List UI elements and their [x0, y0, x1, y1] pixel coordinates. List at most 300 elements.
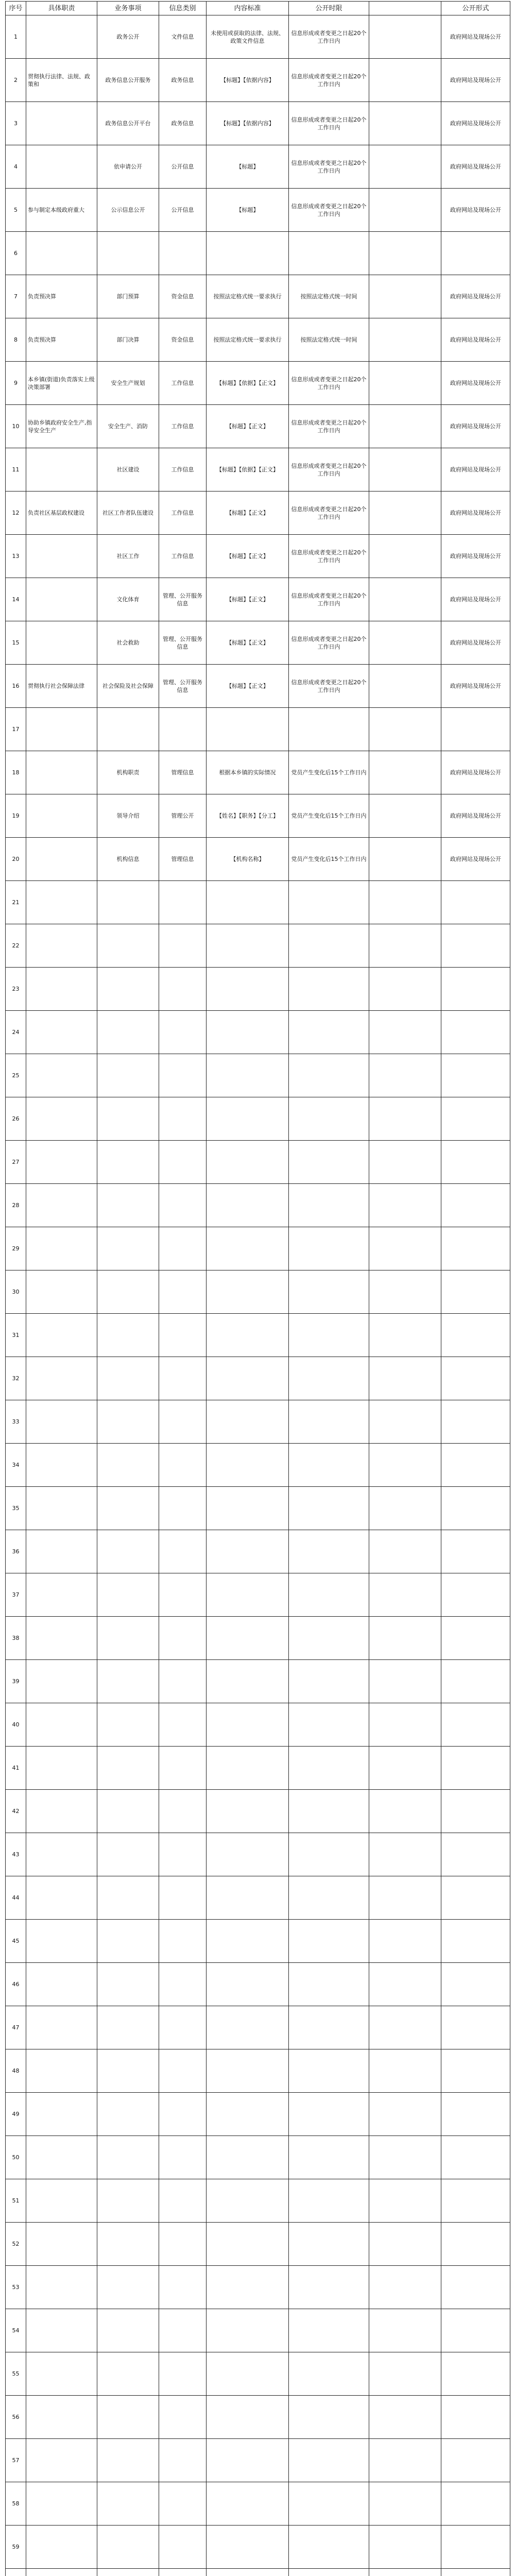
cell-form [441, 1314, 510, 1357]
cell-basis [289, 1097, 369, 1141]
cell-item: 社会保险及社会保障 [97, 665, 159, 708]
cell-time [369, 15, 441, 59]
cell-basis [289, 2569, 369, 2576]
table-row [6, 2309, 510, 2352]
cell-duty [26, 621, 97, 665]
cell-type [159, 1487, 207, 1530]
cell-form [441, 1011, 510, 1054]
cell-form [441, 881, 510, 924]
cell-type [159, 1703, 207, 1747]
cell-basis [289, 1833, 369, 1876]
header-time [369, 2, 441, 15]
cell-item [97, 1184, 159, 1227]
cell-form: 政府网站及现场公开 [441, 578, 510, 621]
table-row [6, 2396, 510, 2439]
table-row [6, 2569, 510, 2576]
cell-basis [289, 1790, 369, 1833]
cell-time [369, 1314, 441, 1357]
cell-form [441, 968, 510, 1011]
cell-type [159, 2179, 207, 2223]
header-item: 业务事项 [97, 2, 159, 15]
cell-time [369, 708, 441, 751]
cell-content [207, 2266, 289, 2309]
table-row [6, 1703, 510, 1747]
cell-duty: 负责社区基层政权建设 [26, 492, 97, 535]
cell-basis [289, 2179, 369, 2223]
header-form: 公开形式 [441, 2, 510, 15]
cell-duty [26, 1011, 97, 1054]
cell-form [441, 2266, 510, 2309]
cell-form: 政府网站及现场公开 [441, 318, 510, 362]
cell-index: 46 [6, 1963, 26, 2006]
cell-duty [26, 2179, 97, 2223]
cell-time [369, 232, 441, 275]
cell-duty [26, 1833, 97, 1876]
cell-form: 政府网站及现场公开 [441, 59, 510, 102]
table-row [6, 621, 510, 665]
cell-content: 根据本乡镇的实际情况 [207, 751, 289, 794]
cell-content [207, 1660, 289, 1703]
cell-basis [289, 1314, 369, 1357]
table-header-row [6, 2, 510, 15]
cell-type [159, 1400, 207, 1444]
cell-form [441, 2309, 510, 2352]
cell-index: 12 [6, 492, 26, 535]
cell-type [159, 708, 207, 751]
cell-type [159, 1617, 207, 1660]
cell-type [159, 2396, 207, 2439]
cell-duty [26, 1920, 97, 1963]
cell-item [97, 1357, 159, 1400]
cell-form: 政府网站及现场公开 [441, 492, 510, 535]
cell-type [159, 1054, 207, 1097]
cell-form [441, 1097, 510, 1141]
cell-content [207, 2569, 289, 2576]
cell-form: 政府网站及现场公开 [441, 405, 510, 448]
cell-content [207, 1444, 289, 1487]
cell-basis [289, 1876, 369, 1920]
cell-form [441, 1573, 510, 1617]
cell-item: 部门预算 [97, 275, 159, 318]
cell-index: 36 [6, 1530, 26, 1573]
cell-index: 14 [6, 578, 26, 621]
cell-content: 【标题】【依据内容】 [207, 59, 289, 102]
cell-index: 52 [6, 2223, 26, 2266]
cell-content [207, 2396, 289, 2439]
cell-duty [26, 2006, 97, 2049]
cell-time [369, 1963, 441, 2006]
cell-item [97, 2482, 159, 2526]
cell-form [441, 1487, 510, 1530]
cell-type [159, 2526, 207, 2569]
cell-item [97, 2179, 159, 2223]
cell-type: 文件信息 [159, 15, 207, 59]
cell-index: 41 [6, 1747, 26, 1790]
cell-item [97, 2006, 159, 2049]
table-row [6, 1790, 510, 1833]
cell-item [97, 1920, 159, 1963]
cell-time [369, 2093, 441, 2136]
table-row [6, 1833, 510, 1876]
cell-type [159, 1011, 207, 1054]
cell-content [207, 1747, 289, 1790]
cell-duty [26, 102, 97, 145]
cell-item [97, 1444, 159, 1487]
cell-content [207, 1617, 289, 1660]
cell-content [207, 1227, 289, 1270]
cell-duty: 贯彻执行社会保障法律 [26, 665, 97, 708]
cell-time [369, 1097, 441, 1141]
cell-time [369, 2223, 441, 2266]
cell-time [369, 1357, 441, 1400]
cell-basis: 信息形成或者变更之日起20个工作日内 [289, 665, 369, 708]
cell-index: 3 [6, 102, 26, 145]
cell-time [369, 1184, 441, 1227]
table-row [6, 1054, 510, 1097]
table-row [6, 1530, 510, 1573]
cell-item [97, 2093, 159, 2136]
cell-time [369, 59, 441, 102]
cell-form: 政府网站及现场公开 [441, 275, 510, 318]
cell-type: 管理信息 [159, 751, 207, 794]
table-row [6, 1876, 510, 1920]
cell-duty: 贯彻执行法律、法规、政策和 [26, 59, 97, 102]
table-row [6, 1314, 510, 1357]
cell-time [369, 1227, 441, 1270]
cell-time [369, 448, 441, 492]
cell-form [441, 1141, 510, 1184]
cell-type [159, 1660, 207, 1703]
cell-index: 2 [6, 59, 26, 102]
cell-content [207, 1963, 289, 2006]
cell-basis: 信息形成或者变更之日起20个工作日内 [289, 15, 369, 59]
cell-basis [289, 1703, 369, 1747]
cell-content [207, 1530, 289, 1573]
cell-content: 【标题】【依据】【正文】 [207, 448, 289, 492]
cell-content [207, 2049, 289, 2093]
cell-content [207, 968, 289, 1011]
table-row [6, 1573, 510, 1617]
cell-form [441, 232, 510, 275]
cell-item [97, 1747, 159, 1790]
cell-form [441, 1920, 510, 1963]
cell-item: 公示信息公开 [97, 189, 159, 232]
cell-index: 25 [6, 1054, 26, 1097]
cell-duty [26, 448, 97, 492]
cell-duty [26, 708, 97, 751]
cell-time [369, 1270, 441, 1314]
cell-type: 资金信息 [159, 275, 207, 318]
cell-basis: 信息形成或者变更之日起20个工作日内 [289, 535, 369, 578]
header-type: 信息类别 [159, 2, 207, 15]
cell-time [369, 1444, 441, 1487]
cell-basis [289, 1357, 369, 1400]
cell-form: 政府网站及现场公开 [441, 838, 510, 881]
cell-item: 社区建设 [97, 448, 159, 492]
table-row [6, 145, 510, 189]
cell-time [369, 1833, 441, 1876]
table-row [6, 1444, 510, 1487]
cell-duty [26, 1747, 97, 1790]
cell-index: 15 [6, 621, 26, 665]
cell-time [369, 1876, 441, 1920]
table-row [6, 665, 510, 708]
cell-item: 安全生产规划 [97, 362, 159, 405]
cell-index: 16 [6, 665, 26, 708]
cell-content [207, 1573, 289, 1617]
cell-duty: 负责预决算 [26, 318, 97, 362]
cell-time [369, 362, 441, 405]
cell-content: 【姓名】【职务】【分工】 [207, 794, 289, 838]
cell-duty [26, 1400, 97, 1444]
cell-type [159, 2136, 207, 2179]
cell-basis [289, 924, 369, 968]
cell-index: 24 [6, 1011, 26, 1054]
cell-content [207, 1487, 289, 1530]
cell-basis [289, 1487, 369, 1530]
cell-basis [289, 2049, 369, 2093]
cell-time [369, 968, 441, 1011]
cell-item [97, 2223, 159, 2266]
cell-basis: 信息形成或者变更之日起20个工作日内 [289, 145, 369, 189]
cell-item [97, 1011, 159, 1054]
cell-duty [26, 2136, 97, 2179]
cell-form [441, 1054, 510, 1097]
cell-index: 17 [6, 708, 26, 751]
cell-index: 28 [6, 1184, 26, 1227]
cell-duty [26, 794, 97, 838]
cell-form [441, 2396, 510, 2439]
table-row [6, 189, 510, 232]
table-row [6, 362, 510, 405]
cell-time [369, 2309, 441, 2352]
cell-item: 安全生产、消防 [97, 405, 159, 448]
cell-content: 【标题】 [207, 145, 289, 189]
cell-index: 42 [6, 1790, 26, 1833]
table-row [6, 1357, 510, 1400]
cell-type [159, 2266, 207, 2309]
cell-duty [26, 2569, 97, 2576]
cell-index: 27 [6, 1141, 26, 1184]
cell-content [207, 708, 289, 751]
cell-duty [26, 2093, 97, 2136]
cell-basis [289, 881, 369, 924]
cell-duty: 负责预决算 [26, 275, 97, 318]
cell-type [159, 1747, 207, 1790]
cell-content [207, 2526, 289, 2569]
cell-index: 31 [6, 1314, 26, 1357]
cell-type: 工作信息 [159, 448, 207, 492]
cell-duty [26, 1141, 97, 1184]
cell-type [159, 1357, 207, 1400]
header-content: 内容标准 [207, 2, 289, 15]
table-body [6, 15, 510, 2576]
cell-index: 21 [6, 881, 26, 924]
cell-duty [26, 2526, 97, 2569]
cell-form [441, 1400, 510, 1444]
cell-type [159, 1184, 207, 1227]
cell-basis [289, 1184, 369, 1227]
cell-index: 45 [6, 1920, 26, 1963]
table-row [6, 1227, 510, 1270]
cell-item: 领导介绍 [97, 794, 159, 838]
cell-index: 50 [6, 2136, 26, 2179]
table-row [6, 1487, 510, 1530]
cell-item [97, 708, 159, 751]
cell-index: 20 [6, 838, 26, 881]
cell-item [97, 1400, 159, 1444]
cell-item [97, 924, 159, 968]
cell-type [159, 1530, 207, 1573]
cell-item: 政务信息公开平台 [97, 102, 159, 145]
cell-duty [26, 2482, 97, 2526]
cell-index: 40 [6, 1703, 26, 1747]
cell-duty: 协助乡镇政府安全生产,指导安全生产 [26, 405, 97, 448]
cell-type [159, 924, 207, 968]
cell-basis: 信息形成或者变更之日起20个工作日内 [289, 448, 369, 492]
cell-type [159, 2223, 207, 2266]
cell-item [97, 1141, 159, 1184]
cell-index: 22 [6, 924, 26, 968]
cell-duty [26, 838, 97, 881]
cell-type: 政务信息 [159, 59, 207, 102]
cell-form: 政府网站及现场公开 [441, 102, 510, 145]
cell-content [207, 881, 289, 924]
cell-content [207, 924, 289, 968]
cell-form: 政府网站及现场公开 [441, 794, 510, 838]
cell-duty [26, 1573, 97, 1617]
header-idx: 序号 [6, 2, 26, 15]
cell-duty [26, 1790, 97, 1833]
cell-duty [26, 1357, 97, 1400]
cell-content: 按照法定格式统一要求执行 [207, 275, 289, 318]
cell-basis [289, 1617, 369, 1660]
cell-time [369, 1141, 441, 1184]
cell-basis: 信息形成或者变更之日起20个工作日内 [289, 578, 369, 621]
cell-type [159, 2309, 207, 2352]
cell-index: 7 [6, 275, 26, 318]
cell-index: 23 [6, 968, 26, 1011]
cell-time [369, 1790, 441, 1833]
cell-form: 政府网站及现场公开 [441, 362, 510, 405]
cell-index: 48 [6, 2049, 26, 2093]
cell-item [97, 1963, 159, 2006]
cell-content: 【标题】【依据】【正文】 [207, 362, 289, 405]
cell-basis [289, 1011, 369, 1054]
cell-content [207, 1920, 289, 1963]
cell-duty [26, 2439, 97, 2482]
cell-time [369, 1920, 441, 1963]
cell-basis [289, 1141, 369, 1184]
cell-form [441, 1790, 510, 1833]
cell-content: 【标题】【正文】 [207, 621, 289, 665]
cell-type [159, 1920, 207, 1963]
cell-index: 51 [6, 2179, 26, 2223]
cell-type [159, 1573, 207, 1617]
cell-index: 9 [6, 362, 26, 405]
table-row [6, 1660, 510, 1703]
cell-content [207, 2482, 289, 2526]
cell-duty [26, 1487, 97, 1530]
cell-item [97, 1790, 159, 1833]
cell-time [369, 2049, 441, 2093]
cell-form [441, 708, 510, 751]
cell-item [97, 232, 159, 275]
cell-content [207, 232, 289, 275]
cell-basis: 党员产生变化后15个工作日内 [289, 751, 369, 794]
table-row [6, 1270, 510, 1314]
cell-form [441, 1617, 510, 1660]
cell-form [441, 1270, 510, 1314]
table-row [6, 838, 510, 881]
cell-basis: 信息形成或者变更之日起20个工作日内 [289, 362, 369, 405]
cell-time [369, 621, 441, 665]
cell-content [207, 1357, 289, 1400]
cell-form [441, 1747, 510, 1790]
cell-duty: 参与制定本级政府重大 [26, 189, 97, 232]
cell-duty [26, 1963, 97, 2006]
cell-basis: 按照法定格式统一时间 [289, 275, 369, 318]
cell-index: 38 [6, 1617, 26, 1660]
cell-form [441, 1703, 510, 1747]
cell-index: 19 [6, 794, 26, 838]
cell-index: 54 [6, 2309, 26, 2352]
cell-duty [26, 578, 97, 621]
cell-form [441, 2179, 510, 2223]
cell-item: 机构职责 [97, 751, 159, 794]
cell-index: 57 [6, 2439, 26, 2482]
cell-index: 11 [6, 448, 26, 492]
cell-time [369, 2006, 441, 2049]
cell-type [159, 2352, 207, 2396]
table-row [6, 2526, 510, 2569]
cell-content [207, 1314, 289, 1357]
cell-type: 管理信息 [159, 838, 207, 881]
table-row [6, 2093, 510, 2136]
cell-index: 56 [6, 2396, 26, 2439]
cell-type [159, 881, 207, 924]
cell-duty [26, 2266, 97, 2309]
table-row [6, 924, 510, 968]
cell-content: 未使用或获取的法律、法规、政策文件信息 [207, 15, 289, 59]
cell-content: 【标题】 [207, 189, 289, 232]
cell-index: 44 [6, 1876, 26, 1920]
cell-index: 5 [6, 189, 26, 232]
table-row [6, 751, 510, 794]
cell-time [369, 794, 441, 838]
cell-form: 政府网站及现场公开 [441, 145, 510, 189]
cell-index: 37 [6, 1573, 26, 1617]
table-row [6, 881, 510, 924]
cell-time [369, 1660, 441, 1703]
table-row [6, 794, 510, 838]
cell-item: 依申请公开 [97, 145, 159, 189]
cell-time [369, 1011, 441, 1054]
cell-basis: 党员产生变化后15个工作日内 [289, 838, 369, 881]
cell-content: 【标题】【正文】 [207, 665, 289, 708]
cell-time [369, 1703, 441, 1747]
cell-content [207, 2223, 289, 2266]
cell-basis: 信息形成或者变更之日起20个工作日内 [289, 405, 369, 448]
cell-item [97, 1833, 159, 1876]
table-row [6, 2439, 510, 2482]
cell-content [207, 2179, 289, 2223]
cell-item: 社会救助 [97, 621, 159, 665]
cell-type [159, 1097, 207, 1141]
cell-content [207, 1270, 289, 1314]
cell-item [97, 2136, 159, 2179]
table-row [6, 1184, 510, 1227]
